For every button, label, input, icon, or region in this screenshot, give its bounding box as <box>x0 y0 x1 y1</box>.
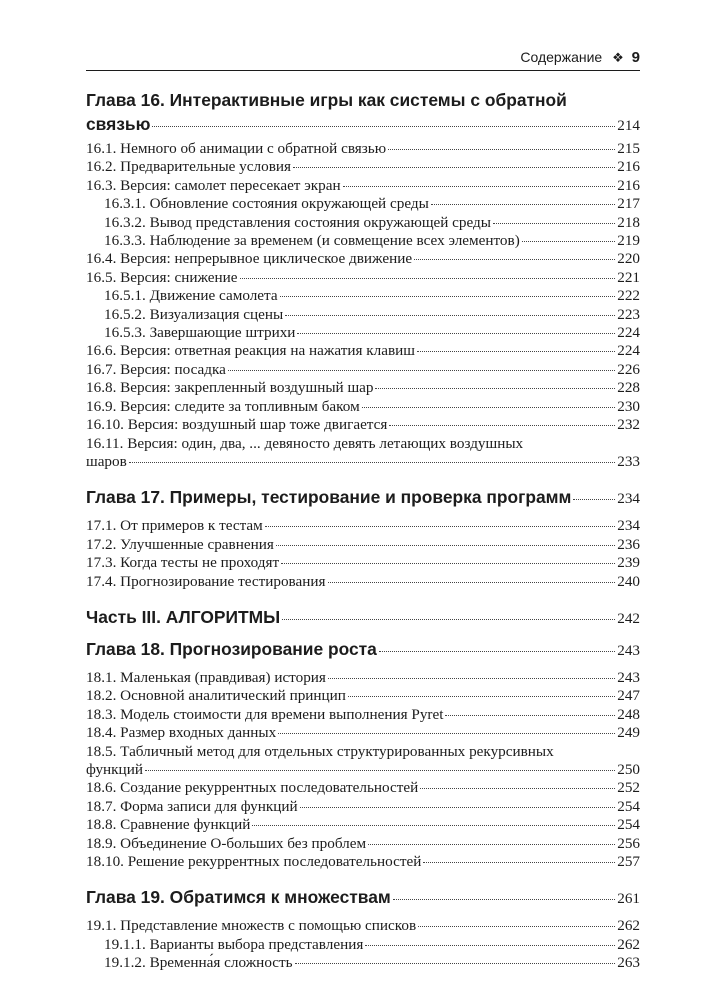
dot-leader <box>388 149 615 150</box>
entry-page: 249 <box>617 724 640 742</box>
entry-title: 16.3.2. Вывод представления состояния окружающей среды <box>104 213 491 231</box>
dot-leader <box>300 807 616 808</box>
dot-leader <box>393 899 615 900</box>
dot-leader <box>420 788 615 789</box>
dot-leader <box>285 315 615 316</box>
entry-title: 16.9. Версия: следите за топливным баком <box>86 397 360 415</box>
running-header <box>86 46 640 71</box>
entry-page: 233 <box>617 452 640 470</box>
chapter-19-title: Глава 19. Обратимся к множествам <box>86 887 391 908</box>
toc-entry-18-9[interactable] <box>86 835 640 853</box>
dot-leader <box>145 770 615 771</box>
entry-title: 19.1.1. Варианты выбора представления <box>104 935 364 953</box>
dot-leader <box>129 462 615 463</box>
toc-entry-18-2[interactable] <box>86 687 640 705</box>
table-of-contents <box>86 88 640 973</box>
dot-leader <box>281 563 615 564</box>
entry-title: 16.5.1. Движение самолета <box>104 287 278 305</box>
entry-page: 247 <box>617 687 640 705</box>
chapter-17-title: Глава 17. Примеры, тестирование и проверка программ <box>86 487 572 508</box>
entry-page: 250 <box>617 760 640 778</box>
entry-page: 221 <box>617 268 640 286</box>
entry-title: 16.1. Немного об анимации с обратной связью <box>86 140 387 157</box>
toc-entry-18-10[interactable] <box>86 853 640 871</box>
chapter-17-heading[interactable] <box>86 485 640 511</box>
toc-entry-16-4[interactable] <box>86 250 640 268</box>
chapter-16-page: 214 <box>617 117 640 134</box>
chapter-18-page: 243 <box>617 641 640 659</box>
dot-leader <box>493 223 615 224</box>
entry-title: 18.9. Объединение О-больших без проблем <box>86 834 367 852</box>
toc-entry-19-1-1[interactable] <box>86 936 640 954</box>
dot-leader <box>445 715 615 716</box>
toc-entry-16-1[interactable] <box>86 140 640 158</box>
toc-entry-19-1-2[interactable] <box>86 954 640 972</box>
entry-page: 239 <box>617 554 640 572</box>
toc-entry-16-7[interactable] <box>86 361 640 379</box>
entry-title: 18.3. Модель стоимости для времени выполнения Pyret <box>86 705 444 723</box>
toc-entry-17-4[interactable] <box>86 573 640 591</box>
toc-entry-18-6[interactable] <box>86 779 640 797</box>
entry-page: 232 <box>617 416 640 434</box>
dot-leader <box>379 651 615 652</box>
dot-leader <box>348 696 615 697</box>
entry-title: шаров <box>86 452 127 470</box>
dot-leader <box>152 126 615 127</box>
toc-entry-17-3[interactable] <box>86 554 640 572</box>
entry-page: 224 <box>617 324 640 342</box>
entry-page: 234 <box>617 517 640 535</box>
dot-leader <box>328 678 615 679</box>
entry-title: 16.8. Версия: закрепленный воздушный шар <box>86 379 374 397</box>
entry-page: 240 <box>617 572 640 590</box>
part-3-title: Часть III. АЛГОРИТМЫ <box>86 606 281 627</box>
toc-entry-18-3[interactable] <box>86 706 640 724</box>
toc-entry-16-5-3[interactable] <box>86 324 640 342</box>
entry-page: 216 <box>617 158 640 176</box>
entry-title: 16.5.3. Завершающие штрихи <box>104 324 296 342</box>
chapter-17-page: 234 <box>617 490 640 508</box>
toc-entry-18-4[interactable] <box>86 724 640 742</box>
entry-title: 17.1. От примеров к тестам <box>86 517 263 535</box>
entry-page: 243 <box>617 668 640 686</box>
toc-entry-16-5-2[interactable] <box>86 306 640 324</box>
entry-title: 19.1.2. Временна́я сложность <box>104 954 293 972</box>
entry-title: 17.3. Когда тесты не проходят <box>86 554 280 572</box>
entry-title: 17.4. Прогнозирование тестирования <box>86 572 326 590</box>
entry-title: 16.5.2. Визуализация сцены <box>104 305 284 323</box>
dot-leader <box>228 370 615 371</box>
entry-title: 16.7. Версия: посадка <box>86 360 226 378</box>
dot-leader <box>240 278 616 279</box>
header-section-title: Содержание <box>520 49 603 65</box>
chapter-19-page: 261 <box>617 890 640 908</box>
dot-leader <box>278 733 615 734</box>
entry-page: 262 <box>617 917 640 935</box>
entry-title: 18.10. Решение рекуррентных последовательностей <box>86 853 422 870</box>
toc-entry-16-9[interactable] <box>86 398 640 416</box>
entry-page: 228 <box>617 379 640 397</box>
toc-entry-18-1[interactable] <box>86 669 640 687</box>
entry-title: 19.1. Представление множеств с помощью списков <box>86 917 417 935</box>
toc-entry-16-3-2[interactable] <box>86 214 640 232</box>
entry-page: 257 <box>617 853 640 870</box>
part-3-page: 242 <box>617 609 640 627</box>
dot-leader <box>573 499 615 500</box>
entry-page: 254 <box>617 797 640 815</box>
toc-entry-16-6[interactable] <box>86 342 640 360</box>
toc-entry-16-3-3[interactable] <box>86 232 640 250</box>
entry-title: 18.7. Форма записи для функций <box>86 797 298 815</box>
toc-entry-16-10[interactable] <box>86 416 640 434</box>
dot-leader <box>362 407 616 408</box>
toc-entry-16-3-1[interactable] <box>86 195 640 213</box>
entry-page: 230 <box>617 397 640 415</box>
entry-title: 18.8. Сравнение функций <box>86 816 251 834</box>
dot-leader <box>276 545 615 546</box>
toc-entry-17-1[interactable] <box>86 517 640 535</box>
dot-leader <box>328 582 616 583</box>
chapter-18-heading[interactable] <box>86 637 640 663</box>
toc-entry-16-3[interactable] <box>86 177 640 195</box>
entry-title: 18.4. Размер входных данных <box>86 724 277 742</box>
dot-leader <box>414 259 615 260</box>
dot-leader <box>282 619 615 620</box>
dot-leader <box>522 241 615 242</box>
entry-title: функций <box>86 760 143 778</box>
entry-title: 18.1. Маленькая (правдивая) история <box>86 668 326 686</box>
toc-entry-16-11-line1[interactable]: 16.11. Версия: один, два, ... девяносто девять летающих воздушных <box>86 434 524 452</box>
chapter-18-title: Глава 18. Прогнозирование роста <box>86 638 377 659</box>
dot-leader <box>375 388 615 389</box>
dot-leader <box>295 963 616 964</box>
entry-page: 256 <box>617 834 640 852</box>
dot-leader <box>417 351 615 352</box>
toc-entry-17-2[interactable] <box>86 536 640 554</box>
entry-page: 224 <box>617 342 640 360</box>
page-number: 9 <box>631 49 640 66</box>
dot-leader <box>431 204 615 205</box>
entry-page: 222 <box>617 287 640 305</box>
entry-title: 18.6. Создание рекуррентных последовательностей <box>86 779 419 797</box>
entry-page: 220 <box>617 250 640 268</box>
toc-entry-18-5[interactable] <box>86 761 640 779</box>
entry-page: 215 <box>617 140 640 157</box>
dot-leader <box>265 526 615 527</box>
entry-page: 218 <box>617 213 640 231</box>
entry-title: 18.2. Основной аналитический принцип <box>86 687 346 705</box>
dot-leader <box>252 825 615 826</box>
entry-title: 16.5. Версия: снижение <box>86 268 238 286</box>
chapter-19-heading[interactable] <box>86 885 640 911</box>
entry-title: 16.3. Версия: самолет пересекает экран <box>86 176 341 194</box>
chapter-16-heading[interactable] <box>86 112 640 138</box>
entry-title: 16.2. Предварительные условия <box>86 158 291 176</box>
part-3-heading[interactable] <box>86 605 640 631</box>
entry-page: 226 <box>617 360 640 378</box>
dot-leader <box>297 333 615 334</box>
entry-page: 223 <box>617 305 640 323</box>
dot-leader <box>343 186 616 187</box>
toc-entry-16-5[interactable] <box>86 269 640 287</box>
entry-title: 16.3.1. Обновление состояния окружающей среды <box>104 195 429 213</box>
entry-page: 252 <box>617 779 640 797</box>
dot-leader <box>293 167 615 168</box>
chapter-16-title-line2: связью <box>86 114 151 134</box>
toc-entry-18-5-line1[interactable]: 18.5. Табличный метод для отдельных структурированных рекурсивных <box>86 742 554 760</box>
entry-page: 216 <box>617 176 640 194</box>
entry-page: 263 <box>617 954 640 972</box>
dot-leader <box>418 926 615 927</box>
entry-page: 236 <box>617 535 640 553</box>
entry-title: 17.2. Улучшенные сравнения <box>86 535 274 553</box>
entry-title: 16.6. Версия: ответная реакция на нажатия клавиш <box>86 342 415 360</box>
dot-leader <box>365 945 615 946</box>
chapter-16-title-line1[interactable]: Глава 16. Интерактивные игры как системы с обратной <box>86 90 567 110</box>
entry-page: 262 <box>617 935 640 953</box>
dot-leader <box>423 862 615 863</box>
toc-entry-19-1[interactable] <box>86 917 640 935</box>
entry-title: 16.4. Версия: непрерывное циклическое движение <box>86 250 413 268</box>
entry-page: 248 <box>617 705 640 723</box>
ornament-icon: ❖ <box>612 50 624 65</box>
entry-page: 217 <box>617 195 640 213</box>
entry-page: 254 <box>617 816 640 834</box>
entry-title: 16.3.3. Наблюдение за временем (и совмещение всех элементов) <box>104 232 520 250</box>
toc-entry-16-11[interactable] <box>86 453 640 471</box>
toc-entry-18-7[interactable] <box>86 798 640 816</box>
dot-leader <box>280 296 616 297</box>
entry-title: 16.10. Версия: воздушный шар тоже двигается <box>86 416 388 434</box>
toc-entry-16-5-1[interactable] <box>86 287 640 305</box>
toc-entry-16-8[interactable] <box>86 379 640 397</box>
entry-page: 219 <box>617 232 640 250</box>
dot-leader <box>368 844 615 845</box>
dot-leader <box>389 425 615 426</box>
toc-entry-16-2[interactable] <box>86 158 640 176</box>
toc-entry-18-8[interactable] <box>86 816 640 834</box>
